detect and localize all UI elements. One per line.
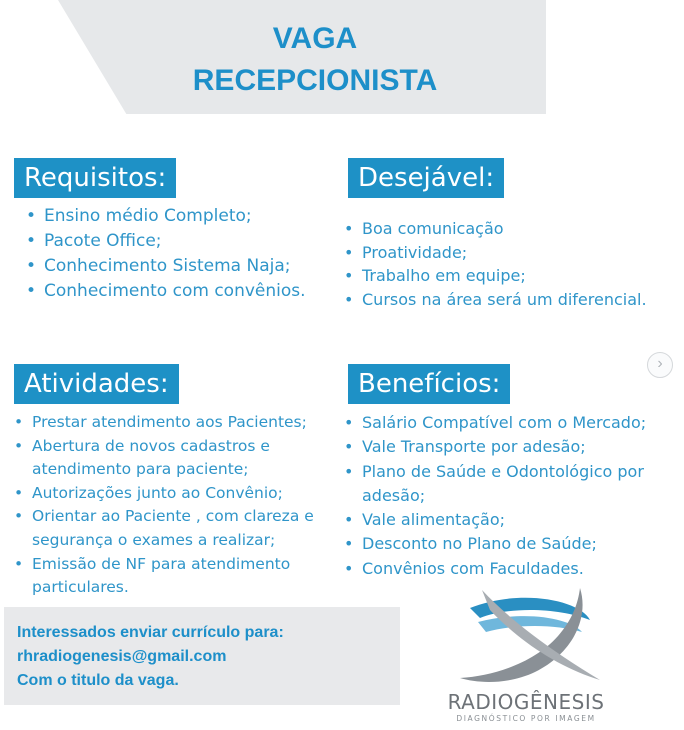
chevron-right-icon: ›	[657, 355, 663, 372]
desejavel-heading: Desejável:	[348, 158, 504, 198]
title-vaga: VAGA	[272, 22, 358, 55]
list-item: • Conhecimento com convênios.	[26, 279, 326, 304]
list-item: • Vale Transporte por adesão;	[344, 435, 674, 459]
list-item: • Trabalho em equipe;	[344, 264, 674, 288]
atividades-list	[14, 411, 334, 600]
desejavel-list	[344, 217, 674, 311]
contact-instruction: Interessados enviar currículo para:	[17, 624, 284, 641]
brand-name: RADIOGÊNESIS	[447, 690, 605, 714]
contact-note: Com o titulo da vaga.	[17, 672, 179, 689]
radiogenesis-logo-icon	[440, 580, 610, 690]
list-item: • Autorizações junto ao Convênio;	[14, 482, 334, 506]
contact-email[interactable]: rhradiogenesis@gmail.com	[17, 648, 227, 665]
list-item: • Prestar atendimento aos Pacientes;	[14, 411, 334, 435]
atividades-heading: Atividades:	[14, 364, 179, 404]
requisitos-list	[26, 204, 326, 304]
list-item: • Vale alimentação;	[344, 508, 674, 532]
contact-panel	[4, 607, 400, 705]
list-item: • Ensino médio Completo;	[26, 204, 326, 229]
title-position: RECEPCIONISTA	[192, 64, 438, 97]
list-item: • Desconto no Plano de Saúde;	[344, 532, 674, 556]
list-item: • Boa comunicação	[344, 217, 674, 241]
list-item: • Plano de Saúde e Odontológico por adesão;	[344, 460, 674, 509]
list-item: • Emissão de NF para atendimento particulares.	[14, 553, 334, 600]
list-item: • Abertura de novos cadastros e atendimento para paciente;	[14, 435, 334, 482]
list-item: • Salário Compatível com o Mercado;	[344, 411, 674, 435]
beneficios-heading: Benefícios:	[348, 364, 510, 404]
list-item: • Proatividade;	[344, 241, 674, 265]
requisitos-heading: Requisitos:	[14, 158, 176, 198]
brand-tagline: DIAGNÓSTICO POR IMAGEM	[456, 714, 596, 723]
list-item: • Convênios com Faculdades.	[344, 557, 674, 581]
next-slide-button[interactable]	[647, 352, 673, 378]
list-item: • Orientar ao Paciente , com clareza e segurança o exames a realizar;	[14, 505, 334, 552]
list-item: • Pacote Office;	[26, 229, 326, 254]
beneficios-list	[344, 411, 674, 581]
list-item: • Cursos na área será um diferencial.	[344, 288, 674, 312]
list-item: • Conhecimento Sistema Naja;	[26, 254, 326, 279]
